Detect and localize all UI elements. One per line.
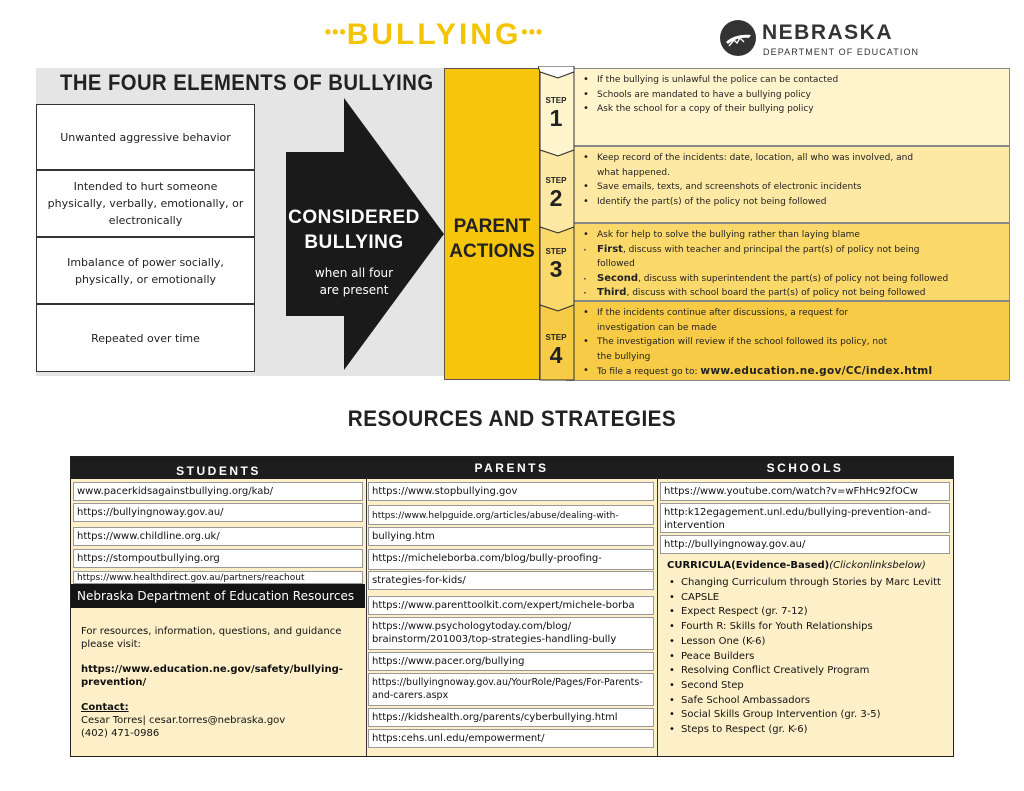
students-link-5[interactable]: https://www.healthdirect.gov.au/partners/reachout xyxy=(73,571,363,584)
step-3-text: , discuss with superintendent the part(s) of policy not being followed xyxy=(638,273,949,284)
resources-heading: RESOURCES AND STRATEGIES xyxy=(347,406,677,431)
schools-column-head: SCHOOLS xyxy=(766,461,844,475)
step-3-text: , discuss with teacher and principal the part(s) of policy not being followed xyxy=(597,244,920,269)
students-column-head: STUDENTS xyxy=(176,464,261,478)
parents-link-1[interactable]: https://www.stopbullying.gov xyxy=(368,482,654,501)
element-box-4 xyxy=(36,304,255,372)
title-dots-left: ••• xyxy=(324,22,347,42)
nebraska-logo xyxy=(720,20,920,60)
students-link-2[interactable]: https://bullyingnoway.gov.au/ xyxy=(73,503,363,522)
step-digit: 3 xyxy=(549,256,563,282)
element-box-2 xyxy=(36,170,255,237)
step-1-item: • Schools are mandated to have a bullying policy xyxy=(581,88,1001,103)
parents-link-3-cont[interactable]: strategies-for-kids/ xyxy=(368,571,654,590)
logo-name: NEBRASKA xyxy=(762,21,894,44)
parents-column-head: PARENTS xyxy=(474,461,549,475)
parent-actions-line-1: PARENT xyxy=(453,216,531,237)
element-box-3 xyxy=(36,237,255,304)
curricula-item[interactable]: • Expect Respect (gr. 7-12) xyxy=(667,605,947,620)
step-4-item xyxy=(581,364,1001,380)
contact-name[interactable]: Cesar Torres| cesar.torres@nebraska.gov xyxy=(81,715,286,726)
considered-line-2: BULLYING xyxy=(304,232,404,253)
step-number-1 xyxy=(538,96,574,130)
elements-heading: THE FOUR ELEMENTS OF BULLYING xyxy=(60,70,434,95)
step-panel-3 xyxy=(566,223,1010,301)
schools-link-3[interactable]: http://bullyingnoway.gov.au/ xyxy=(660,535,950,554)
step-3-item: • Ask for help to solve the bullying rather than laying blame xyxy=(581,228,1001,243)
schools-link-2[interactable]: http:k12egagement.unl.edu/bullying-prevention-and-intervention xyxy=(660,503,950,533)
curricula-item[interactable]: • Social Skills Group Intervention (gr. 3-5) xyxy=(667,708,947,723)
step-3-subitem xyxy=(581,286,1001,301)
step-panel-4 xyxy=(566,301,1010,381)
curricula-title-text: CURRICULA(Evidence-Based) xyxy=(667,560,830,571)
step-number-2 xyxy=(538,176,574,210)
nebraska-logo-icon xyxy=(720,20,756,56)
parents-link-9[interactable]: https:cehs.unl.edu/empowerment/ xyxy=(368,729,654,748)
students-link-4[interactable]: https://stompoutbullying.org xyxy=(73,549,363,568)
parents-link-6[interactable]: https://www.pacer.org/bullying xyxy=(368,652,654,671)
element-text: Unwanted aggressive behavior xyxy=(60,130,231,144)
curricula-item[interactable]: • Steps to Respect (gr. K-6) xyxy=(667,723,947,738)
element-text: Intended to hurt someone physically, verbally, emotionally, or electronically xyxy=(47,180,244,227)
step-3-lead: Second xyxy=(597,272,639,284)
parents-link-7[interactable]: https://bullyingnoway.gov.au/YourRole/Pages/For-Parents- and-carers.aspx xyxy=(368,673,654,706)
students-link-1[interactable]: www.pacerkidsagainstbullying.org/kab/ xyxy=(73,482,363,501)
step-word: STEP xyxy=(545,333,567,342)
title-dots-right: ••• xyxy=(521,22,544,42)
page-title xyxy=(325,18,543,52)
step-word: STEP xyxy=(545,96,567,105)
curricula-item[interactable]: • Fourth R: Skills for Youth Relationships xyxy=(667,620,947,635)
title-text: BULLYING xyxy=(346,18,522,51)
column-divider xyxy=(366,479,367,757)
step-3-subitem xyxy=(581,243,1001,272)
logo-subtitle: DEPARTMENT OF EDUCATION xyxy=(763,47,920,57)
curricula-item[interactable]: • Resolving Conflict Creatively Program xyxy=(667,664,947,679)
considered-bullying-label xyxy=(288,205,420,299)
schools-link-1[interactable]: https://www.youtube.com/watch?v=wFhHc92fOCw xyxy=(660,482,950,501)
step-3-text: , discuss with school board the part(s) of policy not being followed xyxy=(626,288,926,298)
step-3-subitem xyxy=(581,272,1001,287)
element-text: Repeated over time xyxy=(91,331,200,345)
step-4-file-link[interactable]: www.education.ne.gov/CC/index.html xyxy=(700,365,933,377)
curricula-item[interactable]: • Lesson One (K-6) xyxy=(667,635,947,650)
step-number-3 xyxy=(538,247,574,281)
step-panel-2 xyxy=(566,146,1010,223)
parents-link-4[interactable]: https://www.parenttoolkit.com/expert/michele-borba xyxy=(368,596,654,615)
curricula-item[interactable]: • Second Step xyxy=(667,679,947,694)
step-3-lead: Third xyxy=(597,287,627,298)
step-2-item: • Identify the part(s) of the policy not being followed xyxy=(581,195,1001,210)
considered-sub-2: are present xyxy=(319,283,389,297)
step-2-item: • Keep record of the incidents: date, location, all who was involved, and what happened. xyxy=(581,151,1001,180)
parents-link-2-cont[interactable]: bullying.htm xyxy=(368,527,654,546)
contact-label: Contact: xyxy=(81,702,129,713)
contact-phone: (402) 471-0986 xyxy=(81,728,160,739)
step-4-file-text: To file a request go to: xyxy=(597,367,701,377)
step-1-item: • If the bullying is unlawful the police can be contacted xyxy=(581,73,1001,88)
element-text: Imbalance of power socially, physically, or emotionally xyxy=(67,255,224,286)
considered-sub-1: when all four xyxy=(314,266,394,280)
step-3-lead: First xyxy=(597,243,623,255)
parent-actions-line-2: ACTIONS xyxy=(449,241,535,262)
nde-resources-bar: Nebraska Department of Education Resources xyxy=(71,584,365,608)
step-digit: 2 xyxy=(549,185,563,211)
curricula-item[interactable]: • CAPSLE xyxy=(667,591,947,606)
parents-link-3[interactable]: https://micheleborba.com/blog/bully-proofing- xyxy=(368,549,654,570)
considered-line-1: CONSIDERED xyxy=(288,207,420,228)
parents-link-2[interactable]: https://www.helpguide.org/articles/abuse/dealing-with- xyxy=(368,505,654,525)
step-digit: 4 xyxy=(549,342,563,368)
step-2-item: • Save emails, texts, and screenshots of electronic incidents xyxy=(581,180,1001,195)
nde-text: For resources, information, questions, and guidance please visit: xyxy=(81,626,342,650)
resources-table xyxy=(70,456,954,757)
step-1-item: • Ask the school for a copy of their bullying policy xyxy=(581,102,1001,117)
curricula-item[interactable]: • Safe School Ambassadors xyxy=(667,694,947,709)
parents-link-8[interactable]: https://kidshealth.org/parents/cyberbullying.html xyxy=(368,708,654,727)
step-panel-1 xyxy=(566,68,1010,146)
nde-resources-body xyxy=(81,625,351,740)
column-divider xyxy=(657,479,658,757)
step-word: STEP xyxy=(545,247,567,256)
step-word: STEP xyxy=(545,176,567,185)
element-box-1 xyxy=(36,104,255,170)
curricula-title xyxy=(667,560,926,571)
step-4-item: • The investigation will review if the school followed its policy, not the bullying xyxy=(581,335,1001,364)
curricula-item[interactable]: • Changing Curriculum through Stories by Marc Levitt xyxy=(667,576,947,591)
curricula-note: (Clickonlinksbelow) xyxy=(829,560,926,571)
curricula-item[interactable]: • Peace Builders xyxy=(667,650,947,665)
step-number-4 xyxy=(538,333,574,367)
step-digit: 1 xyxy=(549,105,563,131)
parent-actions-label xyxy=(444,214,540,264)
nde-link[interactable]: https://www.education.ne.gov/safety/bullying-prevention/ xyxy=(81,664,343,688)
resources-header-row xyxy=(71,457,953,479)
curricula-list xyxy=(667,576,947,738)
step-4-item: • If the incidents continue after discussions, a request for investigation can be made xyxy=(581,306,1001,335)
students-link-3[interactable]: https://www.childline.org.uk/ xyxy=(73,527,363,546)
parents-link-5[interactable]: https://www.psychologytoday.com/blog/ brainstorm/201003/top-strategies-handling-bully xyxy=(368,617,654,650)
